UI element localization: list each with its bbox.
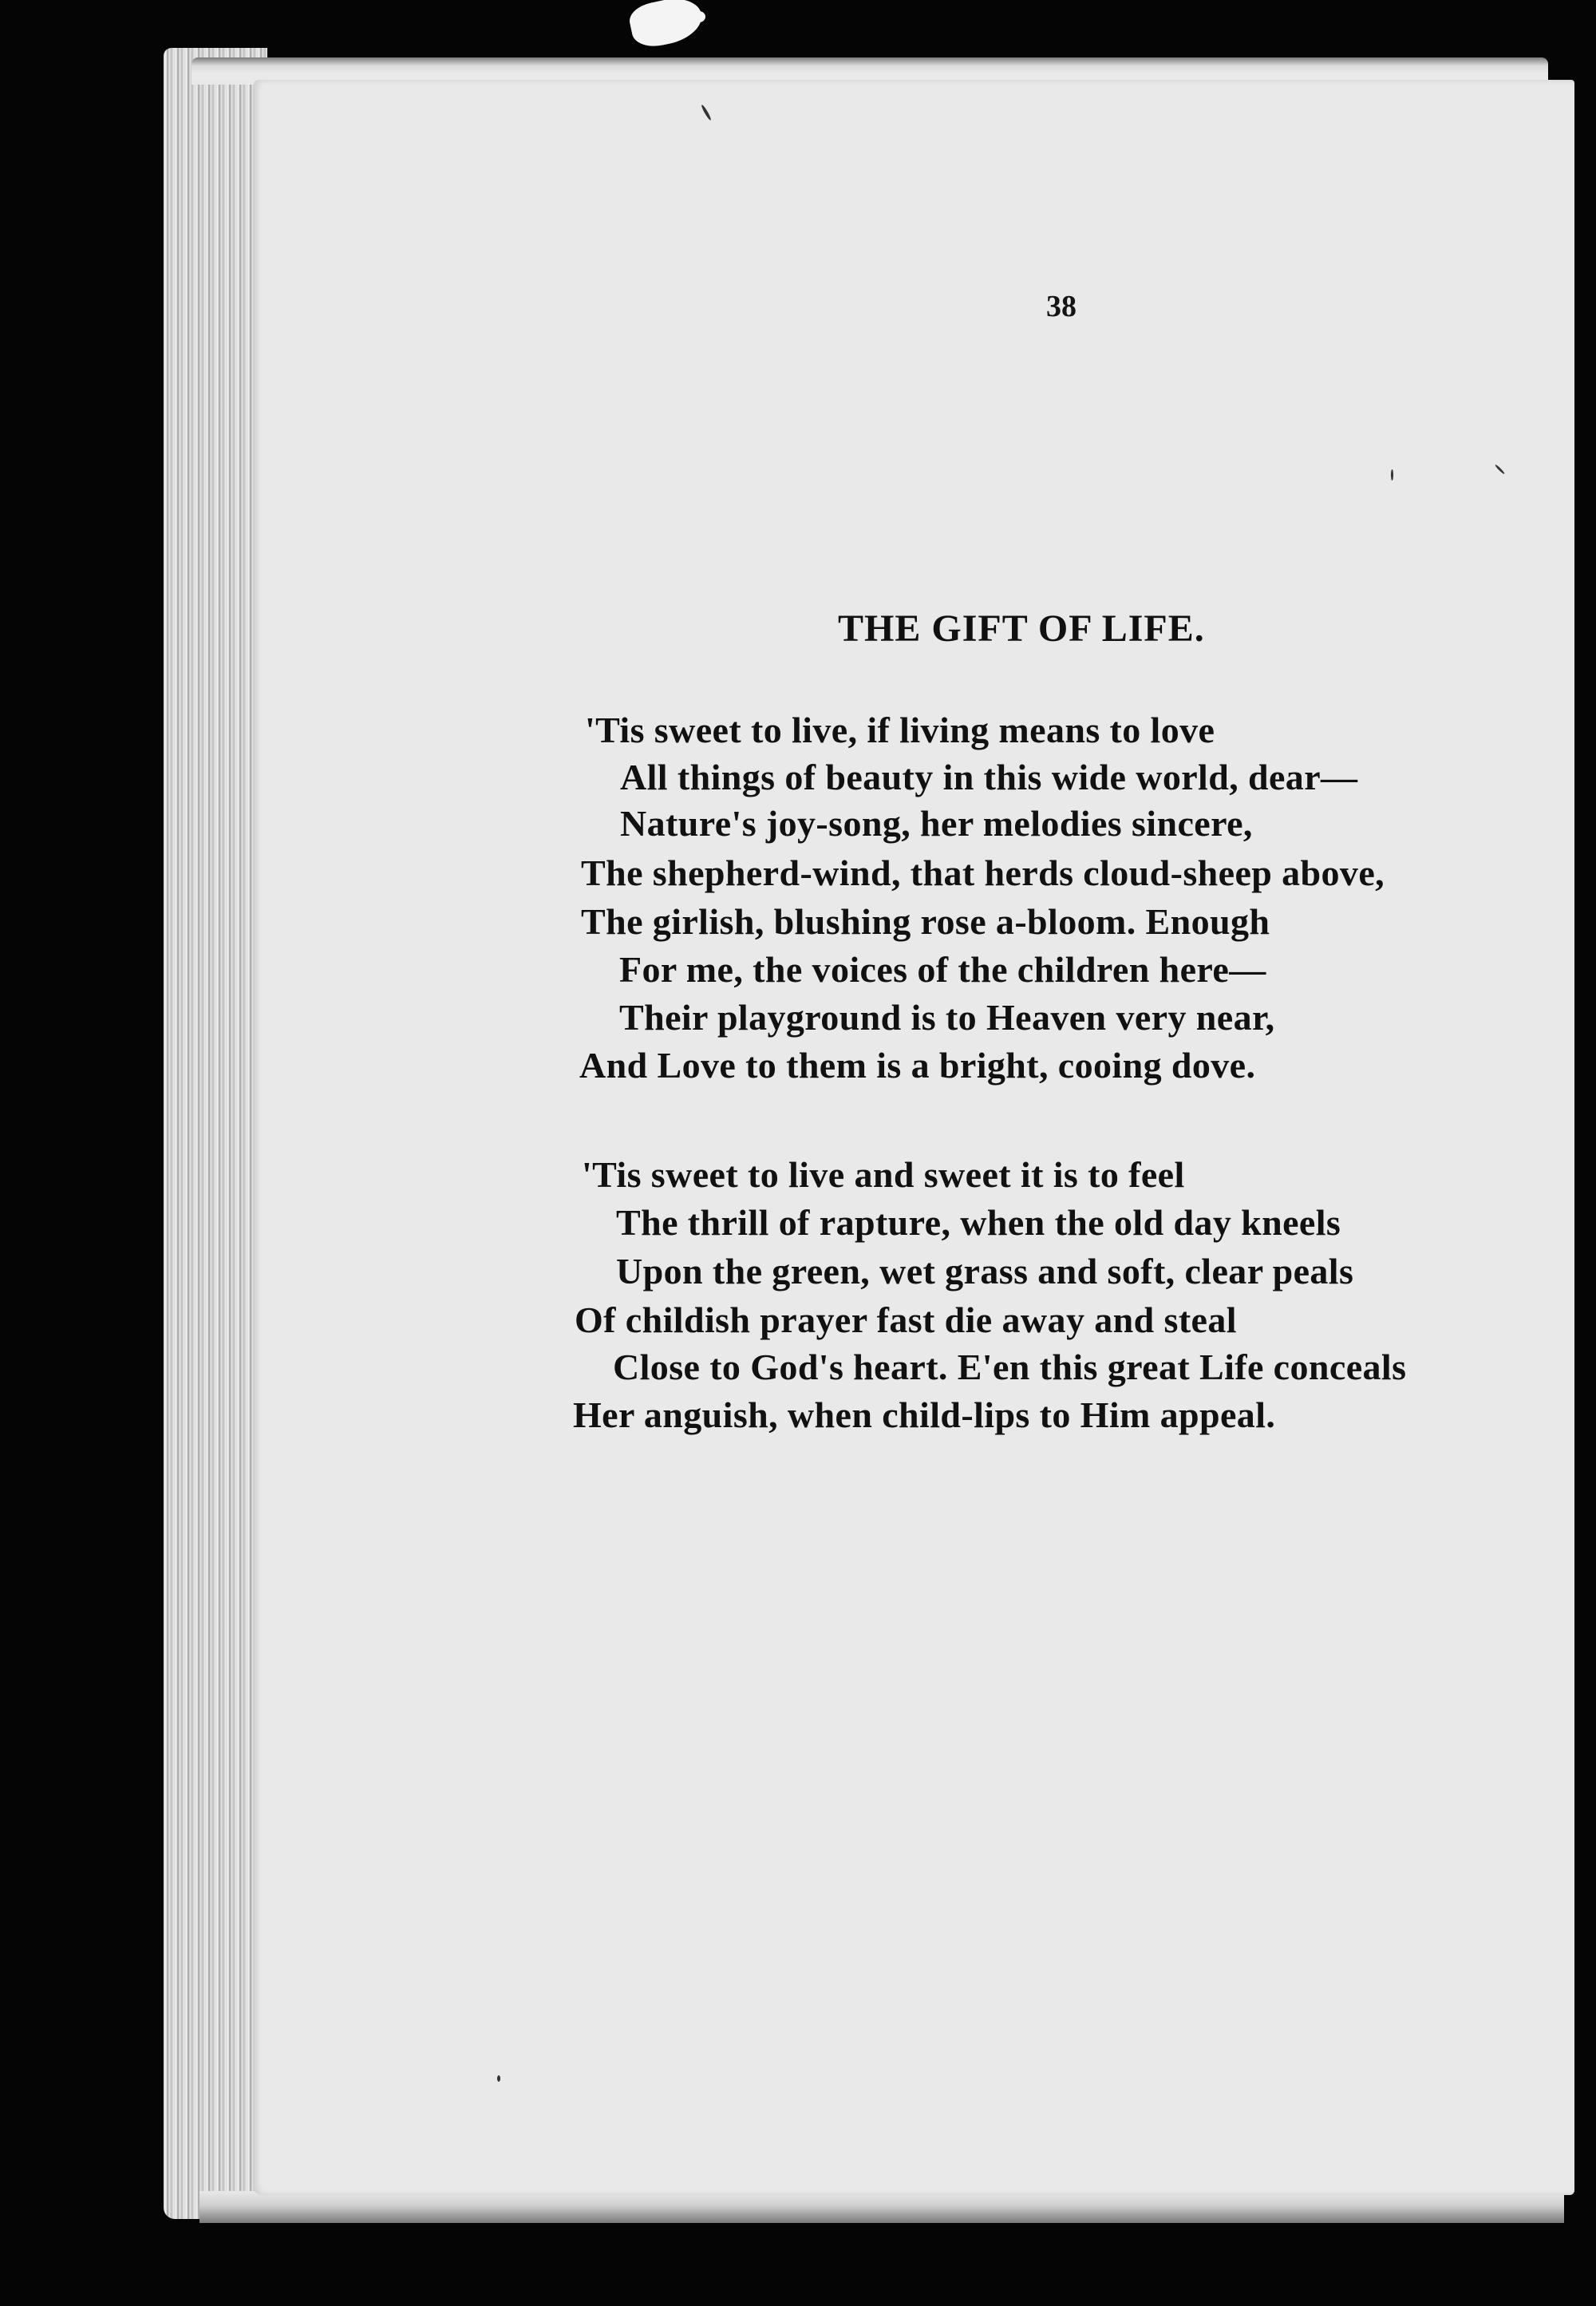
poem-line: Her anguish, when child-lips to Him appeal. bbox=[573, 1394, 1276, 1435]
dust-speck bbox=[1495, 464, 1505, 474]
poem-line: The girlish, blushing rose a-bloom. Enough bbox=[581, 901, 1270, 942]
poem-line: All things of beauty in this wide world, dear— bbox=[620, 757, 1358, 797]
dust-speck bbox=[497, 2075, 500, 2082]
poem-line: Their playground is to Heaven very near, bbox=[619, 997, 1275, 1038]
poem-line: Nature's joy-song, her melodies sincere, bbox=[620, 803, 1253, 844]
poem-line: The thrill of rapture, when the old day kneels bbox=[616, 1202, 1341, 1243]
poem-line: Of childish prayer fast die away and steal bbox=[575, 1299, 1237, 1340]
poem-line: Upon the green, wet grass and soft, clear peals bbox=[616, 1251, 1354, 1291]
poem-line: 'Tis sweet to live, if living means to love bbox=[585, 710, 1215, 750]
book-page bbox=[254, 80, 1574, 2195]
page-number: 38 bbox=[1046, 290, 1077, 323]
poem-line: For me, the voices of the children here— bbox=[619, 949, 1266, 990]
poem-line: And Love to them is a bright, cooing dove. bbox=[579, 1045, 1256, 1086]
page-bottom-edge bbox=[200, 2191, 1564, 2223]
dust-speck bbox=[701, 104, 712, 121]
page-block-edge bbox=[164, 48, 267, 2219]
poem-title: THE GIFT OF LIFE. bbox=[838, 607, 1205, 650]
dust-speck bbox=[1391, 469, 1393, 481]
poem-line: 'Tis sweet to live and sweet it is to feel bbox=[582, 1154, 1185, 1195]
paper-tear-fragment bbox=[693, 11, 705, 22]
poem-line: Close to God's heart. E'en this great Life conceals bbox=[613, 1347, 1407, 1387]
paper-tear-mark bbox=[626, 0, 705, 51]
poem-line: The shepherd-wind, that herds cloud-sheep above, bbox=[581, 852, 1385, 893]
